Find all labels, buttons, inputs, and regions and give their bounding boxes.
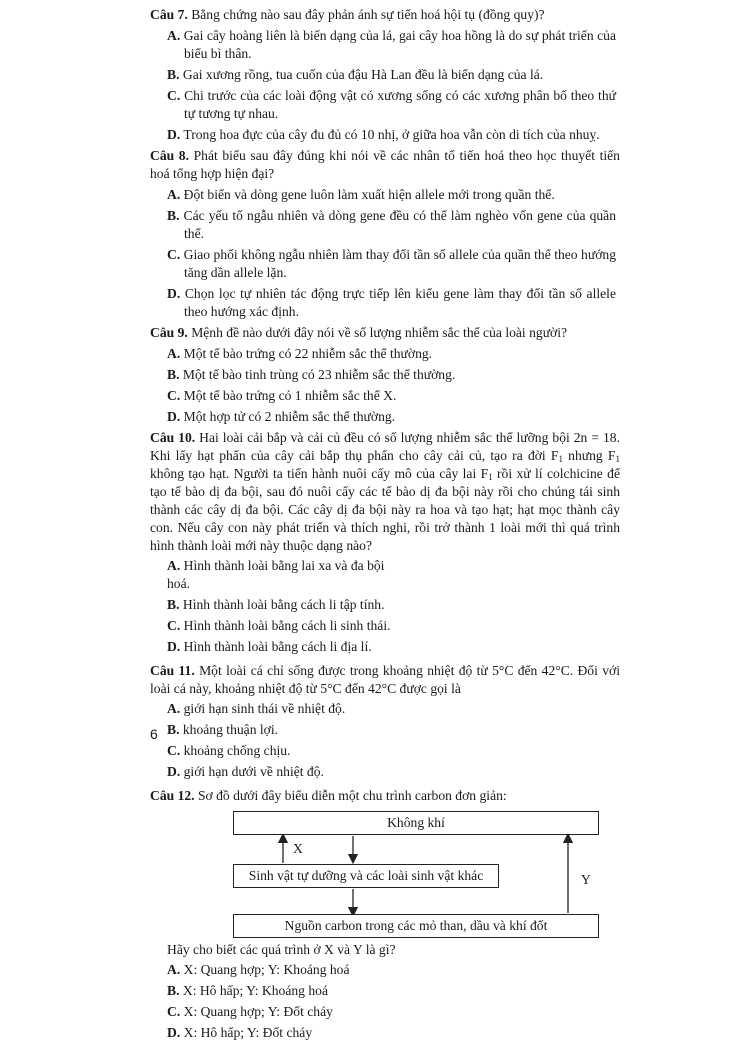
- question-8: [150, 147, 620, 321]
- question-11-options: [167, 700, 620, 784]
- option-key: B.: [167, 67, 180, 82]
- option-key: A.: [167, 28, 181, 43]
- question-10-option-a: [167, 557, 398, 593]
- option-key: C.: [167, 1004, 181, 1019]
- option-text: Một tế bào tinh trùng có 23 nhiễm sắc thể thường.: [182, 367, 456, 382]
- option-text: khoảng chống chịu.: [183, 743, 291, 758]
- question-12-option-c: [167, 1003, 398, 1021]
- option-key: A.: [167, 187, 181, 202]
- question-9: [150, 324, 620, 426]
- question-8-option-a: [167, 186, 620, 204]
- question-7-text: Bằng chứng nào sau đây phản ánh sự tiến hoá hội tụ (đồng quy)?: [191, 7, 545, 22]
- option-key: B.: [167, 722, 180, 737]
- question-7-number: Câu 7.: [150, 7, 188, 22]
- diagram-box-fossil-carbon: Nguồn carbon trong các mỏ than, dầu và khí đốt: [233, 914, 599, 938]
- option-key: A.: [167, 701, 181, 716]
- option-key: D.: [167, 1025, 181, 1040]
- diagram-box-organisms: Sinh vật tự dưỡng và các loài sinh vật khác: [233, 864, 499, 888]
- option-text: X: Hô hấp; Y: Đốt cháy: [183, 1025, 313, 1040]
- option-key: A.: [167, 962, 181, 977]
- option-text: Gai xương rồng, tua cuốn của đậu Hà Lan đều là biến dạng của lá.: [182, 67, 544, 82]
- question-9-option-c: [167, 387, 620, 405]
- option-key: B.: [167, 983, 180, 998]
- option-text: giới hạn sinh thái về nhiệt độ.: [183, 701, 346, 716]
- question-12: [150, 787, 620, 1045]
- question-12-option-b: [167, 982, 398, 1000]
- option-key: A.: [167, 346, 181, 361]
- option-key: D.: [167, 127, 181, 142]
- option-text: Hình thành loài bằng cách li sinh thái.: [183, 618, 391, 633]
- question-10-option-b: [167, 596, 398, 614]
- question-11-text: Một loài cá chỉ sống được trong khoảng nhiệt độ từ 5°C đến 42°C. Đối với loài cá này, khoảng nhiệt độ từ 5°C đến 42°C được gọi là: [150, 663, 620, 696]
- question-8-text: Phát biểu sau đây đúng khi nói về các nhân tố tiến hoá theo học thuyết tiến hoá tổng hợp hiện đại?: [150, 148, 620, 181]
- option-key: B.: [167, 208, 180, 223]
- question-11-option-d: [167, 763, 398, 781]
- question-7: [150, 6, 620, 144]
- question-10-options: [167, 557, 620, 659]
- question-10-text-part: Hai loài cải bắp và cải củ đều có số lượng nhiễm sắc thể lưỡng bội 2n = 18. Khi lấy hạt phấn của cây cải bắp thụ phấn cho cây cải củ, tạo ra đời F: [150, 430, 620, 463]
- question-12-text: Sơ đồ dưới đây biểu diễn một chu trình carbon đơn giản:: [197, 788, 507, 803]
- question-10-text-part: không tạo hạt. Người ta tiến hành nuôi cấy mô của cây lai F: [150, 466, 489, 481]
- question-10-text-part: rồi xử lí colchicine để tạo tế bào dị đa bội, sau đó nuôi cấy các tế bào dị đa bội này rồi cho chúng tái sinh thành các cây dị đa bội. Các cây dị đa bội này ra hoa và tạo hạt; hạt mọc thành cây con. Nếu cây con này phát triển và thích nghi, rồi trở thành 1 loài mới thì quá trình hình thành loài mới này thuộc dạng nào?: [150, 466, 620, 553]
- question-10: [150, 429, 620, 659]
- question-10-stem: [150, 429, 620, 555]
- option-key: B.: [167, 597, 180, 612]
- subscript: 1: [488, 472, 493, 482]
- question-12-option-a: [167, 961, 398, 979]
- questions-content: [150, 6, 620, 1048]
- option-text: Chọn lọc tự nhiên tác động trực tiếp lên kiểu gene làm thay đổi tần số allele theo hướng xác định.: [184, 286, 616, 319]
- option-key: D.: [167, 409, 181, 424]
- question-9-text: Mệnh đề nào dưới đây nói về số lượng nhiễm sắc thể của loài người?: [191, 325, 568, 340]
- question-7-option-b: [167, 66, 620, 84]
- question-12-option-d: [167, 1024, 398, 1042]
- question-8-stem: [150, 147, 620, 183]
- question-8-number: Câu 8.: [150, 148, 189, 163]
- question-7-option-a: [167, 27, 620, 63]
- question-10-option-c: [167, 617, 398, 635]
- option-key: B.: [167, 367, 180, 382]
- option-text: Các yếu tố ngẫu nhiên và dòng gene đều có thể làm nghèo vốn gene của quần thể.: [183, 208, 616, 241]
- question-10-number: Câu 10.: [150, 430, 196, 445]
- option-text: khoảng thuận lợi.: [182, 722, 279, 737]
- question-12-subquestion: Hãy cho biết các quá trình ở X và Y là gì?: [167, 942, 396, 957]
- question-11-option-b: [167, 721, 398, 739]
- option-key: D.: [167, 286, 181, 301]
- question-10-option-d: [167, 638, 398, 656]
- option-text: Gai cây hoàng liên là biến dạng của lá, gai cây hoa hồng là do sự phát triển của biểu bì thân.: [183, 28, 616, 61]
- question-7-stem: [150, 6, 620, 24]
- option-text: Một hợp tử có 2 nhiễm sắc thể thường.: [183, 409, 396, 424]
- option-text: Một tế bào trứng có 22 nhiễm sắc thể thường.: [183, 346, 433, 361]
- option-text: Một tế bào trứng có 1 nhiễm sắc thể X.: [183, 388, 397, 403]
- carbon-cycle-diagram: [233, 809, 653, 937]
- option-key: C.: [167, 618, 181, 633]
- question-8-option-c: [167, 246, 620, 282]
- subscript: 1: [615, 454, 620, 464]
- option-text: Trong hoa đực của cây đu đủ có 10 nhị, ở giữa hoa vẫn còn di tích của nhuỵ.: [183, 127, 600, 142]
- option-text: X: Quang hợp; Y: Khoáng hoá: [183, 962, 350, 977]
- diagram-label-x: X: [293, 841, 303, 856]
- page-number: 6: [150, 726, 158, 742]
- option-key: A.: [167, 558, 181, 573]
- option-key: C.: [167, 88, 181, 103]
- question-11-option-a: [167, 700, 398, 718]
- question-11-number: Câu 11.: [150, 663, 195, 678]
- question-7-option-c: [167, 87, 620, 123]
- question-9-number: Câu 9.: [150, 325, 188, 340]
- question-9-stem: [150, 324, 620, 342]
- option-text: Chi trước của các loài động vật có xương sống có các xương phân bố theo thứ tự tương tự nhau.: [184, 88, 616, 121]
- option-text: X: Hô hấp; Y: Khoáng hoá: [182, 983, 328, 998]
- option-key: D.: [167, 764, 181, 779]
- question-8-option-b: [167, 207, 620, 243]
- option-key: C.: [167, 388, 181, 403]
- option-text: Hình thành loài bằng cách li tập tính.: [182, 597, 385, 612]
- diagram-label-y: Y: [581, 872, 591, 887]
- option-text: giới hạn dưới về nhiệt độ.: [183, 764, 324, 779]
- diagram-box-air: Không khí: [233, 811, 599, 835]
- option-key: C.: [167, 247, 181, 262]
- question-9-option-b: [167, 366, 620, 384]
- question-12-number: Câu 12.: [150, 788, 195, 803]
- question-7-option-d: [167, 126, 620, 144]
- question-10-text-part: nhưng F: [562, 448, 616, 463]
- question-8-option-d: [167, 285, 620, 321]
- option-text: Giao phối không ngẫu nhiên làm thay đổi tần số allele của quần thể theo hướng tăng dần allele lặn.: [183, 247, 616, 280]
- option-key: D.: [167, 639, 181, 654]
- question-12-options: [167, 961, 620, 1045]
- question-11: [150, 662, 620, 784]
- question-9-option-d: [167, 408, 620, 426]
- subscript: 1: [558, 454, 563, 464]
- option-text: Hình thành loài bằng lai xa và đa bội hoá.: [167, 558, 385, 591]
- question-12-stem: [150, 787, 620, 805]
- question-9-option-a: [167, 345, 620, 363]
- question-11-stem: [150, 662, 620, 698]
- option-text: Đột biến và dòng gene luôn làm xuất hiện allele mới trong quần thể.: [183, 187, 555, 202]
- option-key: C.: [167, 743, 181, 758]
- option-text: X: Quang hợp; Y: Đốt cháy: [183, 1004, 333, 1019]
- question-11-option-c: [167, 742, 398, 760]
- option-text: Hình thành loài bằng cách li địa lí.: [183, 639, 372, 654]
